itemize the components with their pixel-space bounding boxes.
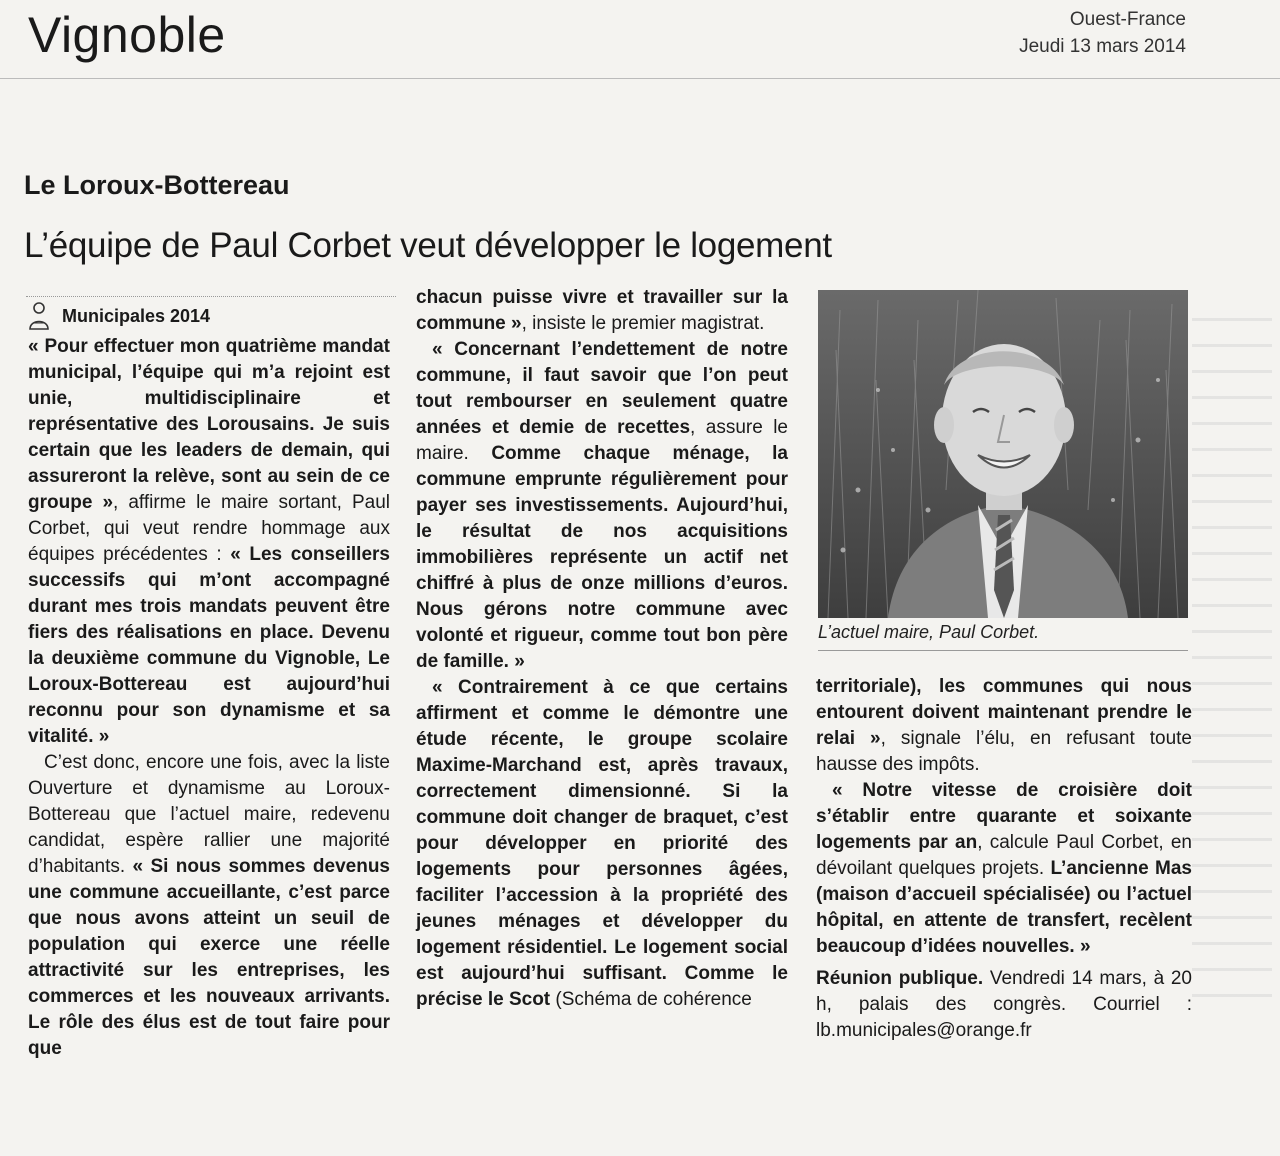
caption-rule <box>818 650 1188 651</box>
article-column-3 <box>816 674 1192 1044</box>
article-headline: L’équipe de Paul Corbet veut développer le logement <box>24 226 832 265</box>
paragraph <box>28 334 390 750</box>
quote: « Contrairement à ce que certains affirment et comme le démontre une étude récente, le groupe scolaire Maxime-Marchand est, après travaux, correctement dimensionné. Si la commune doit changer de braquet, c’est pour développer en priorité des logements pour personnes âgées, faciliter l’accession à la propriété des jeunes ménages et développer du logement résidentiel. Le logement social est aujourd’hui suffisant. Comme le précise le Scot <box>416 677 788 1010</box>
paragraph <box>416 337 788 675</box>
ballot-figure-icon <box>24 301 54 331</box>
quote: les communes qui nous entourent doivent maintenant prendre le relai » <box>816 676 1192 749</box>
masthead <box>1019 6 1186 60</box>
article-column-2 <box>416 285 788 1013</box>
text: , signale l’élu, en refusant toute hausse des impôts. <box>816 728 1192 775</box>
text: , assure le maire. <box>416 417 788 464</box>
header-rule <box>0 78 1280 79</box>
portrait-illustration <box>818 290 1188 618</box>
text: , calcule Paul Corbet, en dévoilant quelques projets. <box>816 832 1192 879</box>
quote: territoriale), <box>816 676 940 697</box>
quote: Comme chaque ménage, la commune emprunte régulièrement pour payer ses investissements. Aujourd’hui, le résultat de nos acquisitions immobilières représente un actif net chiffré à plus de onze millions d’euros. Nous gérons notre commune avec volonté et rigueur, comme tout bon père de famille. » <box>416 443 788 672</box>
quote: « Les conseillers successifs qui m’ont accompagné durant mes trois mandats peuvent être fiers des réalisations en place. Devenu la deuxième commune du Vignoble, Le Loroux-Bottereau est aujourd’hui reconnu pour son dynamisme et sa vitalité. » <box>28 544 390 747</box>
kicker <box>24 301 210 331</box>
section-rubric: Vignoble <box>28 7 226 63</box>
paragraph <box>416 675 788 1013</box>
quote: « Concernant l’endettement de notre commune, il faut savoir que l’on peut tout rembourser en seulement quatre années et demie de recettes <box>416 339 788 438</box>
mayor-photo <box>818 290 1188 618</box>
event-notice <box>816 966 1192 1044</box>
quote: « Si nous sommes devenus une commune accueillante, c’est parce que nous avons atteint un seuil de population qui exerce une réelle attractivité sur les entreprises, les commerces et les nouveaux arrivants. Le rôle des élus est de tout faire pour que <box>28 856 390 1059</box>
publication-name: Ouest-France <box>1069 9 1186 30</box>
text: (Schéma de cohérence <box>550 989 752 1010</box>
photo-caption: L’actuel maire, Paul Corbet. <box>818 622 1040 642</box>
paragraph <box>816 778 1192 960</box>
event-details: Vendredi 14 mars, à 20 h, palais des congrès. Courriel : lb.municipales@orange.fr <box>816 968 1192 1041</box>
article-column-1 <box>28 334 390 1062</box>
article-town: Le Loroux-Bottereau <box>24 170 290 200</box>
quote: L’ancienne Mas (maison d’accueil spécialisée) ou l’actuel hôpital, en attente de transfert, recèlent beaucoup d’idées nouvelles. » <box>816 858 1192 957</box>
paragraph <box>816 674 1192 778</box>
text: , affirme le maire sortant, Paul Corbet, qui veut rendre hommage aux équipes précédentes : <box>28 492 390 565</box>
quote: « Pour effectuer mon quatrième mandat municipal, l’équipe qui m’a rejoint est unie, multidisciplinaire et représentative des Lorousains. Je suis certain que les leaders de demain, qui assureront la relève, sont au sein de ce groupe » <box>28 336 390 513</box>
event-label: Réunion publique. <box>816 968 984 989</box>
quote: chacun puisse vivre et travailler sur la commune » <box>416 287 788 334</box>
text: C’est donc, encore une fois, avec la liste Ouverture et dynamisme au Loroux-Bottereau que l’actuel maire, redevenu candidat, espère rallier une majorité d’habitants. <box>28 752 390 877</box>
kicker-rule <box>26 296 396 297</box>
quote: « Notre vitesse de croisière doit s’établir entre quarante et soixante logements par an <box>816 780 1192 853</box>
publication-date: Jeudi 13 mars 2014 <box>1019 36 1186 57</box>
kicker-label: Municipales 2014 <box>62 305 211 326</box>
paragraph <box>28 750 390 1062</box>
bleed-through-text-edge <box>1192 300 1272 1000</box>
text: , insiste le premier magistrat. <box>521 313 765 334</box>
paragraph <box>416 285 788 337</box>
